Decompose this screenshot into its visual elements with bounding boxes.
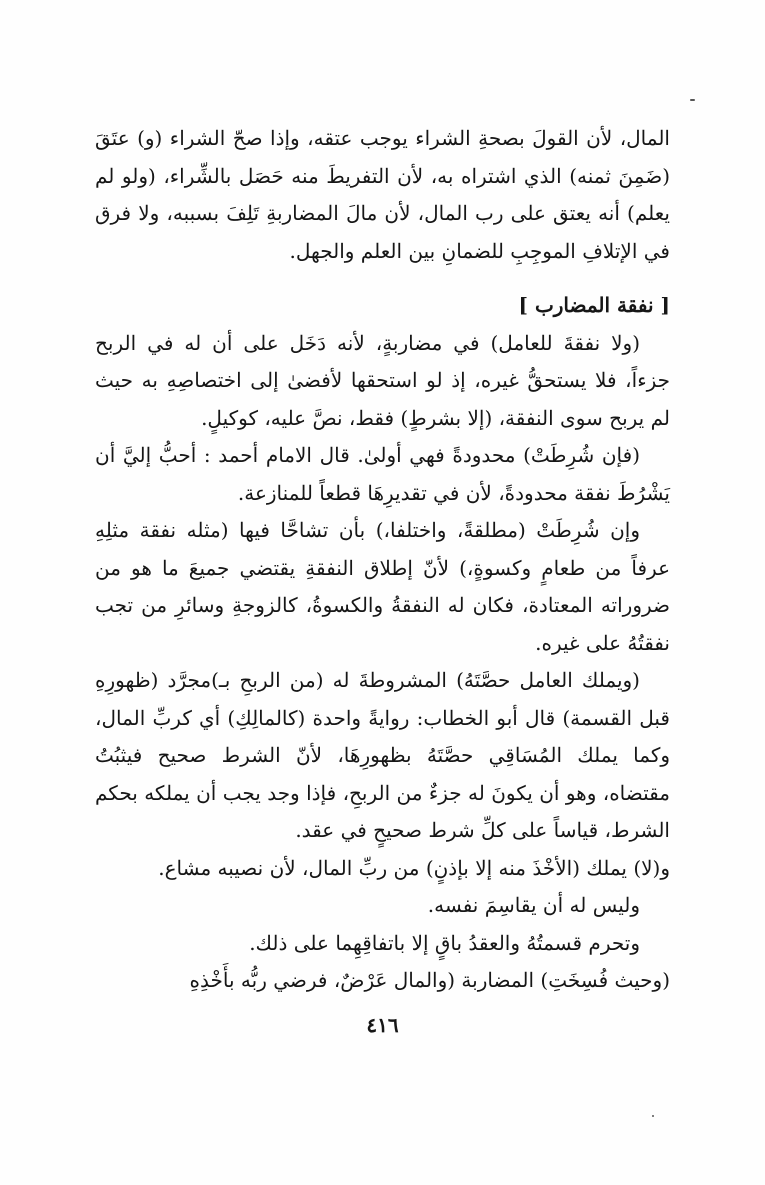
page-number: ٤١٦ <box>366 1013 399 1037</box>
top-right-mark <box>690 99 695 101</box>
paragraph: وتحرم قسمتُهُ والعقدُ باقٍ إلا باتفاقِهِما على ذلك. <box>249 930 640 955</box>
paragraph: (وحيث فُسِخَتِ) المضاربة (والمال عَرْضٌ، فرضي ربُّه بأَخْذِهِ <box>189 968 670 992</box>
paragraph: و(لا) يملك (الأخْذَ منه إلا بإذنٍ) من ربِّ المال، لأن نصيبه مشاع. <box>158 855 670 880</box>
paragraph-continuation: المال، لأن القولَ بصحةِ الشراء يوجب عتقه، وإذا صحّ الشراء (و) عتَقَ (ضَمِنَ ثمنه) الذي اشتراه به، لأن التفريطَ منه حَصَل بالشِّراء، (ولو لم يعلم) أنه يعتق على رب المال، لأن مالَ المضاربةِ تَلِفَ بسببه، ولا فرق في الإتلافِ الموجِبِ للضمانِ بين العلم والجهل. <box>95 126 670 263</box>
paragraph: وإن شُرِطَتْ (مطلقةً، واختلفا،) بأن تشاحَّا فيها (مثله نفقة مثلِهِ عرفاً من طعامٍ وكسوةٍ،) لأنّ إطلاق النفقةِ يقتضي جميعَ ما هو من ضروراته المعتادة، فكان له النفقةُ والكسوةُ، كالزوجةِ وسائرِ من تجب نفقتُهُ على غيره. <box>95 518 670 655</box>
page-body-text <box>95 120 670 1000</box>
bottom-mark <box>652 1115 654 1117</box>
paragraph: (ولا نفقةَ للعامل) في مضاربةٍ، لأنه دَخَل على أن له في الربح جزءاً، فلا يستحقُّ غيره، إذ لو استحقها لأفضىٰ إلى اختصاصِهِ به حيث لم يربح سوى النفقة، (إلا بشرطٍ) فقط، نصَّ عليه، كوكيلٍ. <box>95 330 670 430</box>
paragraph: وليس له أن يقاسِمَ نفسه. <box>427 893 640 917</box>
section-heading: [ نفقة المضارب ] <box>518 293 670 317</box>
paragraph: (ويملك العامل حصَّتَهُ) المشروطةَ له (من الربحِ بـ)مجرَّد (ظهورِهِ قبل القسمة) قال أبو الخطاب: روايةً واحدة (كالمالِكِ) أي كربِّ المال، وكما يملك المُسَاقِي حصَّتَهُ بظهورِهَا، لأنّ الشرط صحيح فيثبُتُ مقتضاه، وهو أن يكونَ له جزءٌ من الربحِ، فإذا وجد يجب أن يملكه بحكم الشرط، قياساً على كلِّ شرط صحيحٍ في عقد. <box>95 668 670 842</box>
paragraph: (فإن شُرِطَتْ) محدودةً فهي أولىٰ. قال الامام أحمد : أحبُّ إليَّ أن يَشْرُطَ نفقة محدودةً، لأن في تقديرِهَا قطعاً للمنازعة. <box>95 443 670 505</box>
